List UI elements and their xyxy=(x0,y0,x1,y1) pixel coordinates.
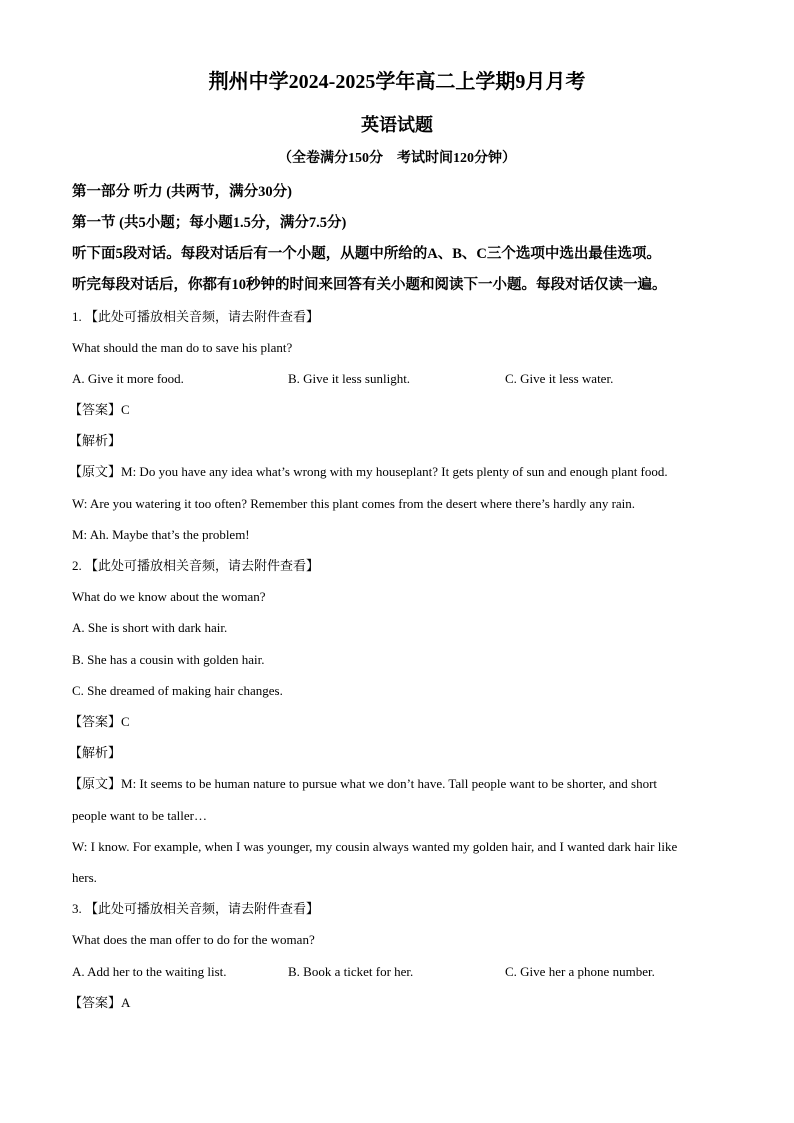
answer-value: C xyxy=(121,402,130,417)
question-number: 2. xyxy=(72,558,82,573)
transcript-label: 【原文】 xyxy=(69,464,122,479)
question-2-stem: What do we know about the woman? xyxy=(72,589,266,604)
answer-label: 【答案】 xyxy=(69,714,122,729)
exam-info: （全卷满分150分 考试时间120分钟） xyxy=(278,151,516,166)
question-2-answer xyxy=(69,714,130,730)
audio-note: 【此处可播放相关音频，请去附件查看】 xyxy=(85,558,320,573)
audio-note: 【此处可播放相关音频，请去附件查看】 xyxy=(85,901,320,916)
audio-note: 【此处可播放相关音频，请去附件查看】 xyxy=(85,309,320,324)
question-1-transcript-line-2: W: Are you watering it too often? Remember this plant comes from the desert where there’s hardly any rain. xyxy=(72,496,636,511)
answer-value: C xyxy=(121,714,130,729)
question-1-transcript-line-1 xyxy=(69,464,668,480)
question-2-transcript-line-4: hers. xyxy=(72,870,97,885)
question-3-option-b: B. Book a ticket for her. xyxy=(288,964,414,979)
question-3-option-c: C. Give her a phone number. xyxy=(505,964,655,979)
question-1-header xyxy=(72,309,319,325)
question-number: 3. xyxy=(72,901,82,916)
transcript-label: 【原文】 xyxy=(69,776,122,791)
section-title: 第一节 (共5小题；每小题1.5分，满分7.5分) xyxy=(72,215,347,231)
question-3-stem: What does the man offer to do for the woman? xyxy=(72,932,315,947)
question-1-option-c: C. Give it less water. xyxy=(505,371,614,386)
question-3-header xyxy=(72,901,319,917)
instruction-line-1: 听下面5段对话。每段对话后有一个小题，从题中所给的A、B、C三个选项中选出最佳选项。 xyxy=(72,246,661,262)
part-title: 第一部分 听力 (共两节，满分30分) xyxy=(72,184,292,200)
question-2-transcript-line-2: people want to be taller… xyxy=(72,808,208,823)
question-1-stem: What should the man do to save his plant? xyxy=(72,340,293,355)
question-1-option-b: B. Give it less sunlight. xyxy=(288,371,411,386)
question-2-transcript-line-1 xyxy=(69,776,657,792)
question-1-answer xyxy=(69,402,130,418)
transcript-text: M: It seems to be human nature to pursue what we don’t have. Tall people want to be shorter, and short xyxy=(121,776,658,791)
question-3-answer xyxy=(69,995,130,1011)
instruction-line-2: 听完每段对话后，你都有10秒钟的时间来回答有关小题和阅读下一小题。每段对话仅读一遍。 xyxy=(72,277,667,293)
answer-label: 【答案】 xyxy=(69,402,122,417)
question-2-option-c: C. She dreamed of making hair changes. xyxy=(72,683,283,698)
page-subtitle: 英语试题 xyxy=(361,115,433,135)
question-1-transcript-line-3: M: Ah. Maybe that’s the problem! xyxy=(72,527,250,542)
page-title: 荆州中学2024-2025学年高二上学期9月月考 xyxy=(208,71,586,93)
question-2-transcript-line-3: W: I know. For example, when I was younger, my cousin always wanted my golden hair, and I wanted dark hair like xyxy=(72,839,678,854)
question-2-analysis-label: 【解析】 xyxy=(69,745,122,760)
question-2-header xyxy=(72,558,319,574)
question-1-option-a: A. Give it more food. xyxy=(72,371,184,386)
question-number: 1. xyxy=(72,309,82,324)
question-3-option-a: A. Add her to the waiting list. xyxy=(72,964,227,979)
question-1-analysis-label: 【解析】 xyxy=(69,433,122,448)
question-2-option-a: A. She is short with dark hair. xyxy=(72,620,228,635)
answer-value: A xyxy=(121,995,131,1010)
question-2-option-b: B. She has a cousin with golden hair. xyxy=(72,652,265,667)
answer-label: 【答案】 xyxy=(69,995,122,1010)
transcript-text: M: Do you have any idea what’s wrong with my houseplant? It gets plenty of sun and enough plant food. xyxy=(121,464,668,479)
